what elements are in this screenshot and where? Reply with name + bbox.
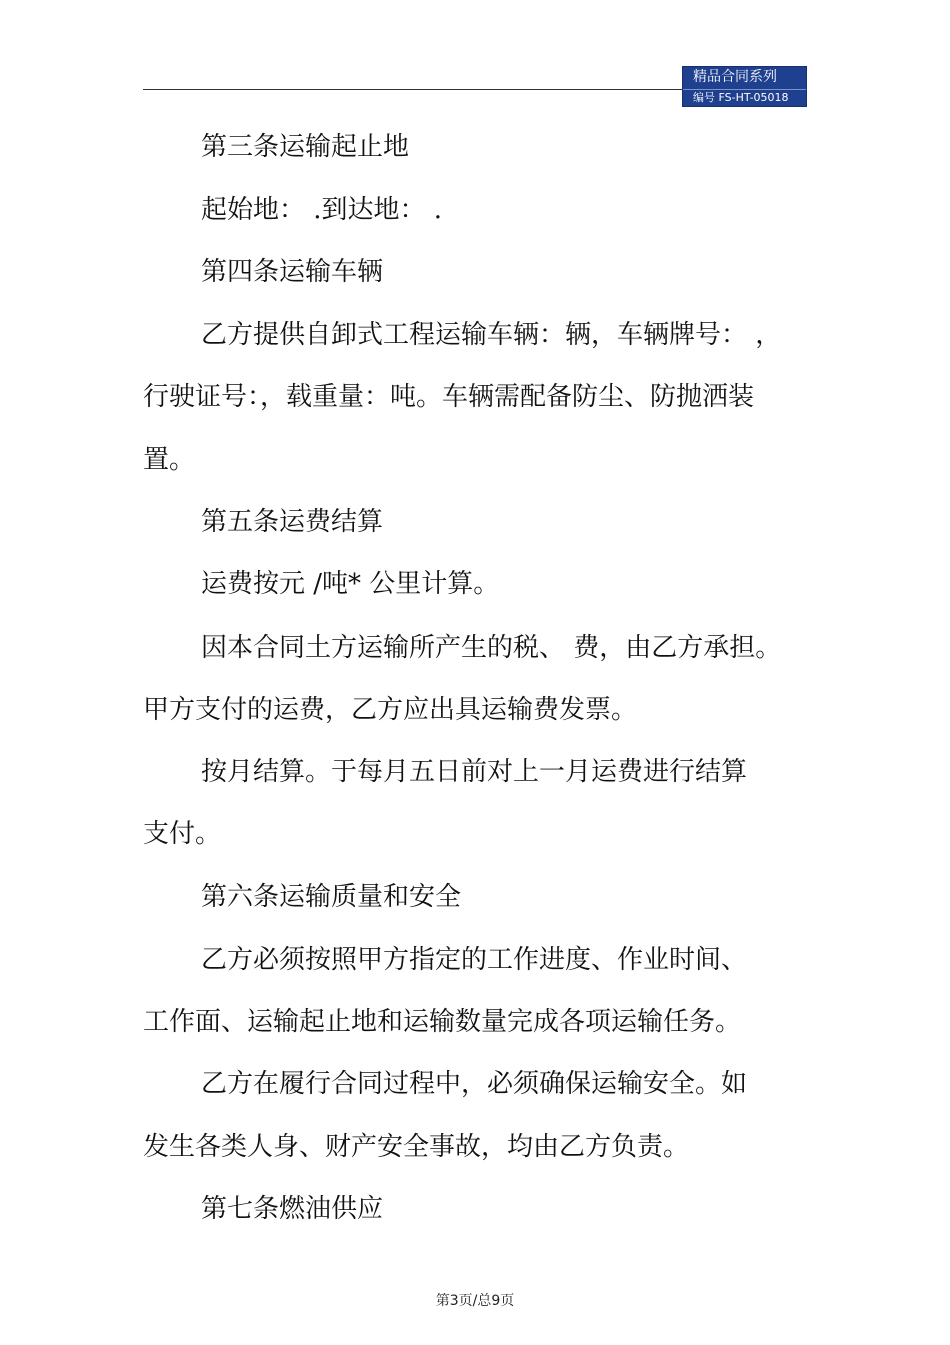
paragraph-line: 工作面、运输起止地和运输数量完成各项运输任务。 xyxy=(143,1007,742,1037)
article-heading: 第七条燃油供应 xyxy=(201,1194,384,1224)
article-heading: 第六条运输质量和安全 xyxy=(201,882,462,912)
paragraph-line: 乙方提供自卸式工程运输车辆：辆，车辆牌号： ， xyxy=(201,320,782,350)
paragraph-line: 乙方在履行合同过程中，必须确保运输安全。如 xyxy=(201,1069,748,1099)
paragraph-line: 按月结算。于每月五日前对上一月运费进行结算 xyxy=(201,757,748,787)
paragraph-line: 支付。 xyxy=(143,819,222,849)
paragraph-line: 乙方必须按照甲方指定的工作进度、作业时间、 xyxy=(201,945,748,975)
paragraph-line: 发生各类人身、财产安全事故，均由乙方负责。 xyxy=(143,1132,690,1162)
paragraph-line: 置。 xyxy=(143,445,196,475)
series-label: 精品合同系列 xyxy=(693,69,777,85)
paragraph-line: 起始地： .到达地： . xyxy=(201,195,443,225)
series-badge xyxy=(682,66,807,107)
article-heading: 第五条运费结算 xyxy=(201,507,384,537)
paragraph-line: 运费按元 /吨* 公里计算。 xyxy=(201,569,500,599)
page-indicator: 第3页/总9页 xyxy=(435,1293,515,1309)
article-heading: 第三条运输起止地 xyxy=(201,132,410,162)
badge-divider xyxy=(683,89,806,90)
document-code: 编号 FS-HT-05018 xyxy=(693,91,789,104)
paragraph-line: 甲方支付的运费，乙方应出具运输费发票。 xyxy=(143,695,638,725)
paragraph-line: 行驶证号：，载重量：吨。车辆需配备防尘、防抛洒装 xyxy=(143,382,755,412)
article-heading: 第四条运输车辆 xyxy=(201,257,384,287)
paragraph-line: 因本合同土方运输所产生的税、 费，由乙方承担。 xyxy=(201,633,782,663)
